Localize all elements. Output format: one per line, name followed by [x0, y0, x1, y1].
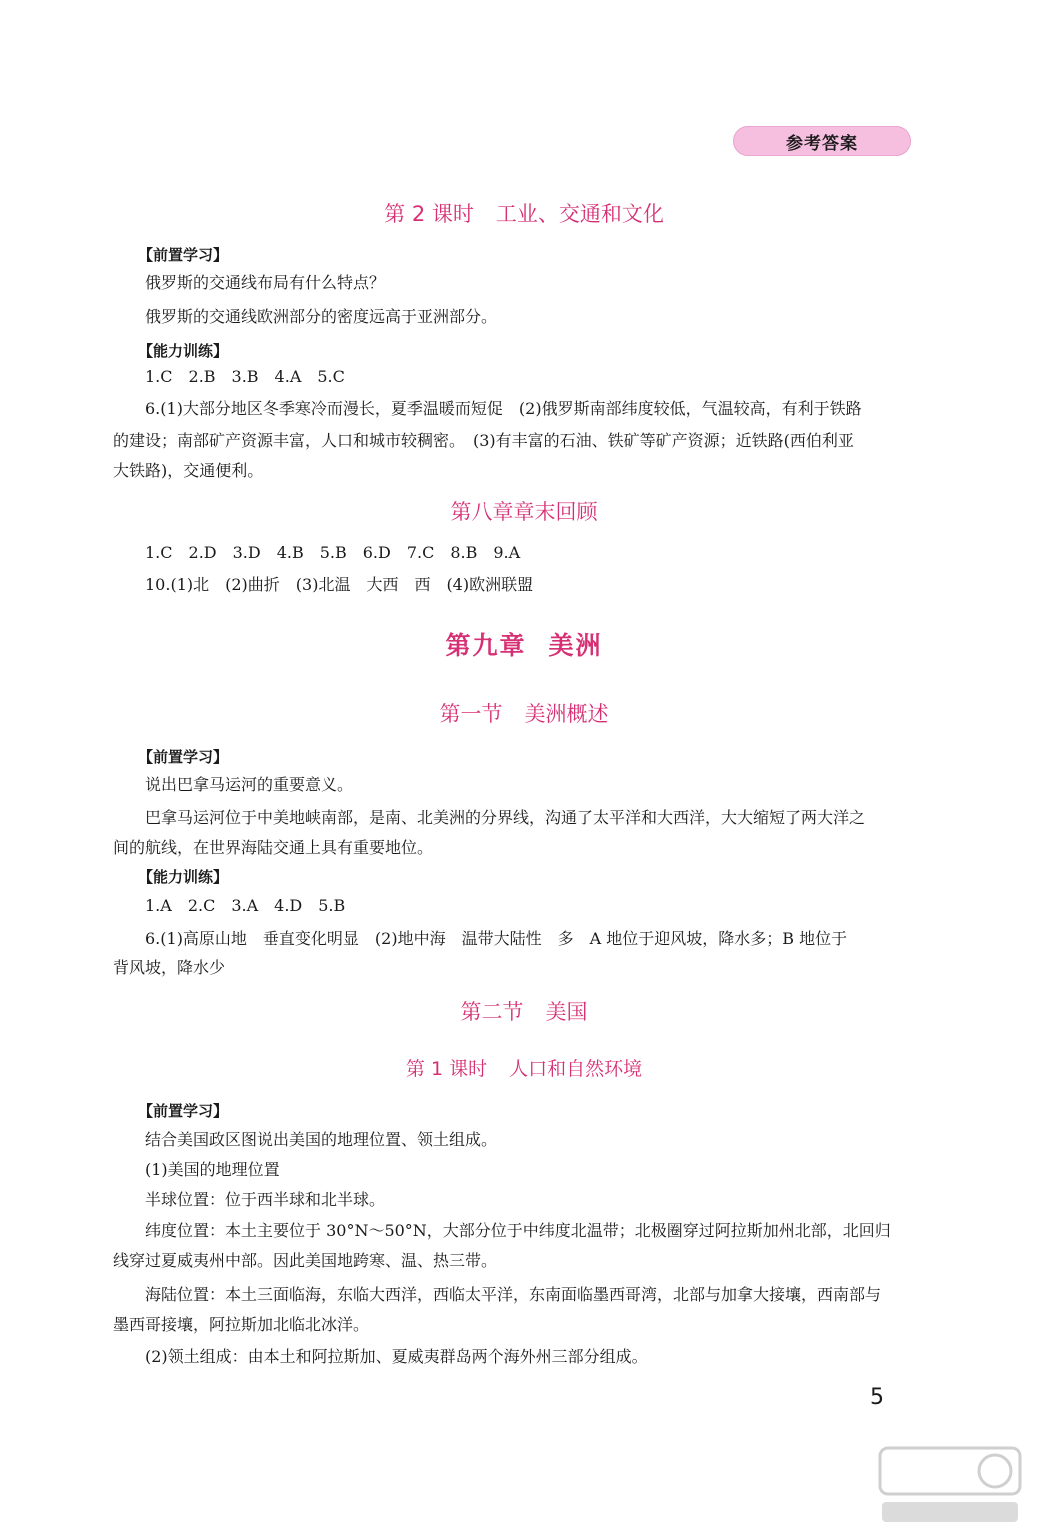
- pre-study-question: 说出巴拿马运河的重要意义。: [145, 775, 354, 794]
- question-6-line: 6.(1)大部分地区冬季寒冷而漫长，夏季温暖而短促 (2)俄罗斯南部纬度较低，气温较高，有利于铁路: [145, 399, 862, 418]
- section-number: 第一节: [439, 702, 503, 726]
- lesson-title: [0, 198, 1048, 228]
- pre-study-answer: 俄罗斯的交通线欧洲部分的密度远高于亚洲部分。: [145, 307, 498, 326]
- section-title: [0, 698, 1048, 728]
- pre-study-question: 俄罗斯的交通线布局有什么特点？: [145, 273, 386, 292]
- pre-study-label: 【前置学习】: [138, 246, 229, 264]
- paragraph: 半球位置：位于西半球和北半球。: [145, 1190, 386, 1209]
- pre-study-label: 【前置学习】: [138, 1102, 229, 1120]
- lesson-name: 工业、交通和文化: [495, 202, 664, 226]
- paragraph-line: 墨西哥接壤，阿拉斯加北临北冰洋。: [113, 1315, 370, 1334]
- chapter-title: [0, 626, 1048, 662]
- choice-answers: 1.C 2.B 3.B 4.A 5.C: [145, 367, 345, 386]
- watermark-logo: [870, 1440, 1030, 1530]
- section-number: 第二节: [460, 1000, 524, 1024]
- paragraph-line: 海陆位置：本土三面临海，东临大西洋，西临太平洋，东南面临墨西哥湾，北部与加拿大接壤，西南部与: [145, 1285, 882, 1304]
- pre-study-answer-line: 巴拿马运河位于中美地峡南部，是南、北美洲的分界线，沟通了太平洋和大西洋，大大缩短了两大洋之: [145, 808, 866, 827]
- chapter-name: 美洲: [548, 631, 603, 660]
- paragraph-line: 线穿过夏威夷州中部。因此美国地跨寒、温、热三带。: [113, 1251, 498, 1270]
- pre-study-intro: 结合美国政区图说出美国的地理位置、领土组成。: [145, 1130, 498, 1149]
- paragraph: (2)领土组成：由本土和阿拉斯加、夏威夷群岛两个海外州三部分组成。: [145, 1347, 648, 1366]
- section-name: 美洲概述: [524, 702, 609, 726]
- section-name: 美国: [545, 1000, 588, 1024]
- page-number: 5: [870, 1385, 884, 1410]
- question-6-line: 的建设；南部矿产资源丰富，人口和城市较稠密。 (3)有丰富的石油、铁矿等矿产资源；近铁路(西伯利亚: [113, 431, 854, 450]
- question-6-line: 背风坡，降水少: [113, 958, 226, 977]
- training-label: 【能力训练】: [138, 868, 229, 886]
- training-label: 【能力训练】: [138, 342, 229, 360]
- lesson-number: 第 2 课时: [384, 202, 474, 226]
- section-title: [0, 996, 1048, 1026]
- section-title: 第八章章末回顾: [450, 500, 598, 524]
- pre-study-answer-line: 间的航线，在世界海陆交通上具有重要地位。: [113, 838, 434, 857]
- choice-answers: 1.A 2.C 3.A 4.D 5.B: [145, 896, 346, 915]
- lesson-number: 第 1 课时: [405, 1058, 488, 1080]
- paragraph: (1)美国的地理位置: [145, 1160, 280, 1179]
- question-6-line: 大铁路)，交通便利。: [113, 461, 264, 480]
- reference-answer-badge: 参考答案: [733, 126, 911, 156]
- question-10-answer: 10.(1)北 (2)曲折 (3)北温 大西 西 (4)欧洲联盟: [145, 575, 534, 594]
- pre-study-label: 【前置学习】: [138, 748, 229, 766]
- paragraph-line: 纬度位置：本土主要位于 30°N～50°N，大部分位于中纬度北温带；北极圈穿过阿拉斯加州北部，北回归: [145, 1221, 891, 1240]
- question-6-line: 6.(1)高原山地 垂直变化明显 (2)地中海 温带大陆性 多 A 地位于迎风坡，降水多；B 地位于: [145, 929, 848, 948]
- lesson-title: [0, 1054, 1048, 1081]
- chapter-number: 第九章: [445, 631, 527, 660]
- lesson-name: 人口和自然环境: [509, 1058, 643, 1080]
- choice-answers: 1.C 2.D 3.D 4.B 5.B 6.D 7.C 8.B 9.A: [145, 543, 521, 562]
